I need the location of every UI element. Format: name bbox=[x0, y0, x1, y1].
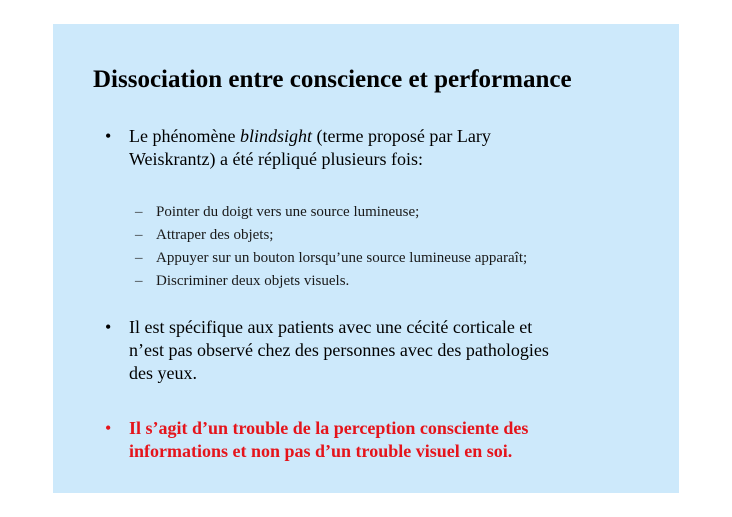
replication-list bbox=[135, 201, 655, 293]
list-item-text: Discriminer deux objets visuels. bbox=[156, 273, 350, 289]
bullet-text bbox=[129, 316, 639, 385]
bullet-marker: • bbox=[105, 418, 112, 438]
bullet-text bbox=[129, 417, 639, 463]
bullet-text-start: Le phénomène bbox=[129, 126, 240, 146]
blindsight-term: blindsight bbox=[239, 126, 312, 146]
bullet-text-line3: des yeux. bbox=[129, 363, 197, 383]
bullet-text-line1: Il s’agit d’un trouble de la perception consciente des bbox=[129, 418, 529, 438]
bullet-text-end: (terme proposé par Lary bbox=[311, 126, 491, 146]
bullet-marker: • bbox=[105, 126, 112, 146]
slide-title: Dissociation entre conscience et performance bbox=[93, 66, 572, 93]
list-item-text: Pointer du doigt vers une source lumineuse; bbox=[156, 204, 420, 220]
slide bbox=[53, 24, 679, 493]
list-item-text: Appuyer sur un bouton lorsqu’une source lumineuse apparaît; bbox=[156, 250, 528, 266]
bullet-marker: • bbox=[105, 317, 112, 337]
list-item bbox=[135, 201, 655, 224]
bullet-text-line1: Il est spécifique aux patients avec une cécité corticale et bbox=[129, 317, 533, 337]
bullet-text-line2: n’est pas observé chez des personnes avec des pathologies bbox=[129, 340, 549, 360]
bullet-text-line2: Weiskrantz) a été répliqué plusieurs fois: bbox=[129, 149, 423, 169]
list-item bbox=[135, 224, 655, 247]
bullet-text-line2: informations et non pas d’un trouble visuel en soi. bbox=[129, 441, 513, 461]
list-item-text: Attraper des objets; bbox=[156, 227, 274, 243]
dash-marker: – bbox=[135, 250, 143, 266]
dash-marker: – bbox=[135, 204, 143, 220]
dash-marker: – bbox=[135, 227, 143, 243]
bullet-text bbox=[129, 125, 639, 171]
list-item bbox=[135, 247, 655, 270]
dash-marker: – bbox=[135, 273, 143, 289]
list-item bbox=[135, 270, 655, 293]
